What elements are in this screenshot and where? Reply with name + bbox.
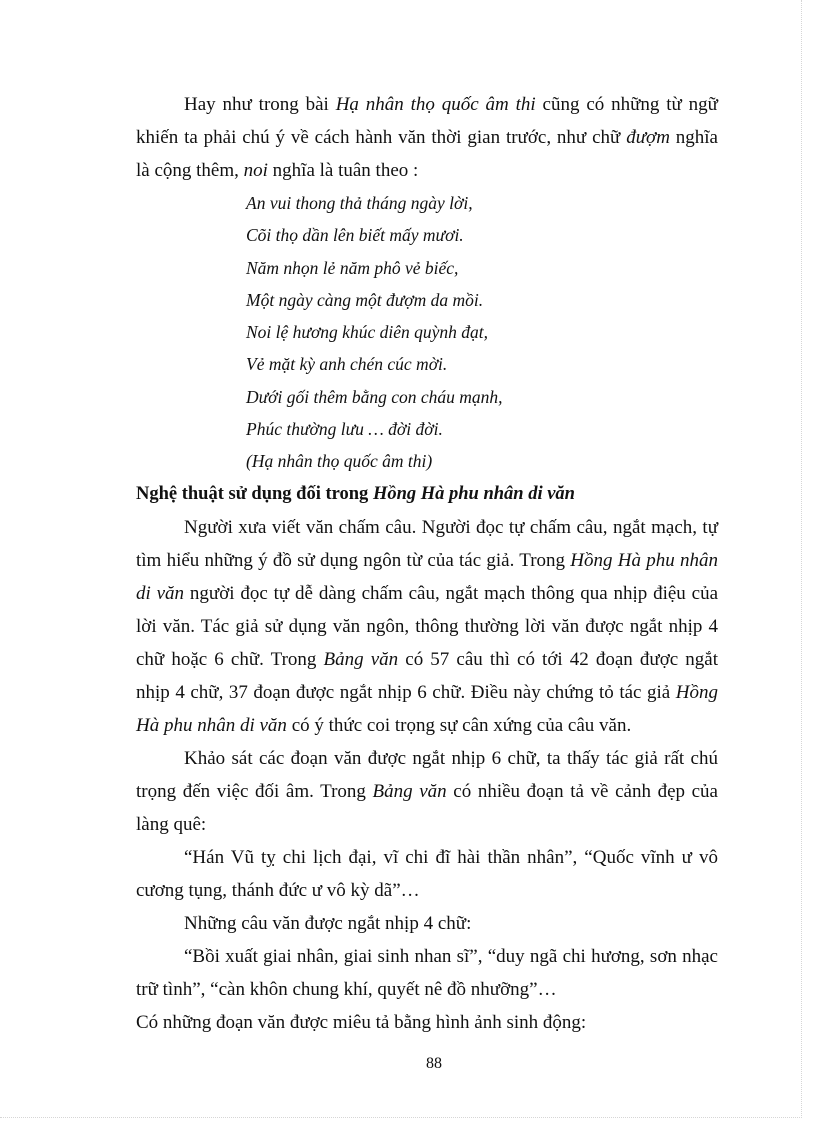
poem-line: Phúc thường lưu … đời đời. <box>246 419 443 440</box>
page-content <box>136 88 718 1039</box>
section-heading <box>136 478 718 511</box>
work-title-ref: Bảng văn <box>323 648 399 670</box>
paragraph-rhythm-4: Những câu văn được ngắt nhịp 4 chữ: <box>184 912 472 934</box>
poem-line: Noi lệ hương khúc diên quỳnh đạt, <box>246 322 488 343</box>
text-run: nghĩa là cộng thêm, <box>136 127 718 181</box>
paragraph-quote-6: “Hán Vũ tỵ chi lịch đại, vĩ chi đĩ hài thần nhân”, “Quốc vĩnh ư vô cương tụng, thánh đức ư vô kỳ dã”… <box>136 846 718 901</box>
poem-line: Vẻ mặt kỳ anh chén cúc mời. <box>246 354 448 375</box>
text-run: có nhiều đoạn tả về cảnh đẹp của làng quê: <box>136 780 718 835</box>
text-run: Người xưa viết văn chấm câu. Người đọc tự chấm câu, ngắt mạch, tự tìm hiểu những ý đồ sử dụng ngôn từ của tác giả. Trong <box>136 516 718 571</box>
poem-source: (Hạ nhân thọ quốc âm thi) <box>246 451 433 472</box>
work-title-ref: Bảng văn <box>372 780 447 802</box>
paragraph-quote-4: “Bồi xuất giai nhân, giai sinh nhan sĩ”, “duy ngã chi hương, sơn nhạc trữ tình”, “càn khôn chung khí, quyết nê đồ nhưỡng”… <box>136 945 718 1000</box>
poem-line: Một ngày càng một đượm da mồi. <box>246 289 484 310</box>
poem-line: Năm nhọn lẻ năm phô vẻ biếc, <box>246 257 459 278</box>
paragraph-survey <box>136 742 718 841</box>
poem-line: An vui thong thả tháng ngày lời, <box>246 193 473 213</box>
text-run: cũng có những từ ngữ khiến ta phải chú ý về cách hành văn thời gian trước, như chữ <box>136 94 718 148</box>
heading-text: Nghệ thuật sử dụng đối trong <box>136 483 373 504</box>
text-run: có ý thức coi trọng sự cân xứng của câu văn. <box>286 714 632 736</box>
work-title-ref: Hồng Hà phu nhân di văn <box>136 549 718 604</box>
poem-line: Cõi thọ dần lên biết mấy mươi. <box>246 225 464 246</box>
paragraph-intro <box>136 88 718 187</box>
page-border-bottom <box>0 1117 802 1118</box>
paragraph-punctuation <box>136 511 718 742</box>
poem-line: Dưới gối thêm bằng con cháu mạnh, <box>246 386 503 407</box>
heading-work-title: Hồng Hà phu nhân di văn <box>372 483 575 504</box>
paragraph-imagery: Có những đoạn văn được miêu tả bằng hình ảnh sinh động: <box>136 1011 587 1033</box>
poem-block <box>136 187 718 478</box>
text-run: nghĩa là tuân theo : <box>267 160 419 181</box>
text-run: có 57 câu thì có tới 42 đoạn được ngắt nhịp 4 chữ, 37 đoạn được ngắt nhịp 6 chữ. Điều này chứng tỏ tác giả <box>136 648 718 703</box>
word-ref: noi <box>243 160 268 181</box>
page-number: 88 <box>426 1055 442 1072</box>
work-title-ref: Hồng Hà phu nhân di văn <box>136 681 718 736</box>
word-ref: đượm <box>626 127 670 148</box>
text-run: người đọc tự dễ dàng chấm câu, ngắt mạch thông qua nhịp điệu của lời văn. Tác giả sử dụng văn ngôn, thông thường lời văn được ngắt nhịp 4 chữ hoặc 6 chữ. Trong <box>136 582 719 670</box>
text-run: Khảo sát các đoạn văn được ngắt nhịp 6 chữ, ta thấy tác giả rất chú trọng đến việc đối âm. Trong <box>136 747 718 802</box>
poem-title-ref: Hạ nhân thọ quốc âm thi <box>335 94 536 115</box>
text-run: Hay như trong bài <box>184 94 336 115</box>
page-border-right <box>801 0 802 1118</box>
